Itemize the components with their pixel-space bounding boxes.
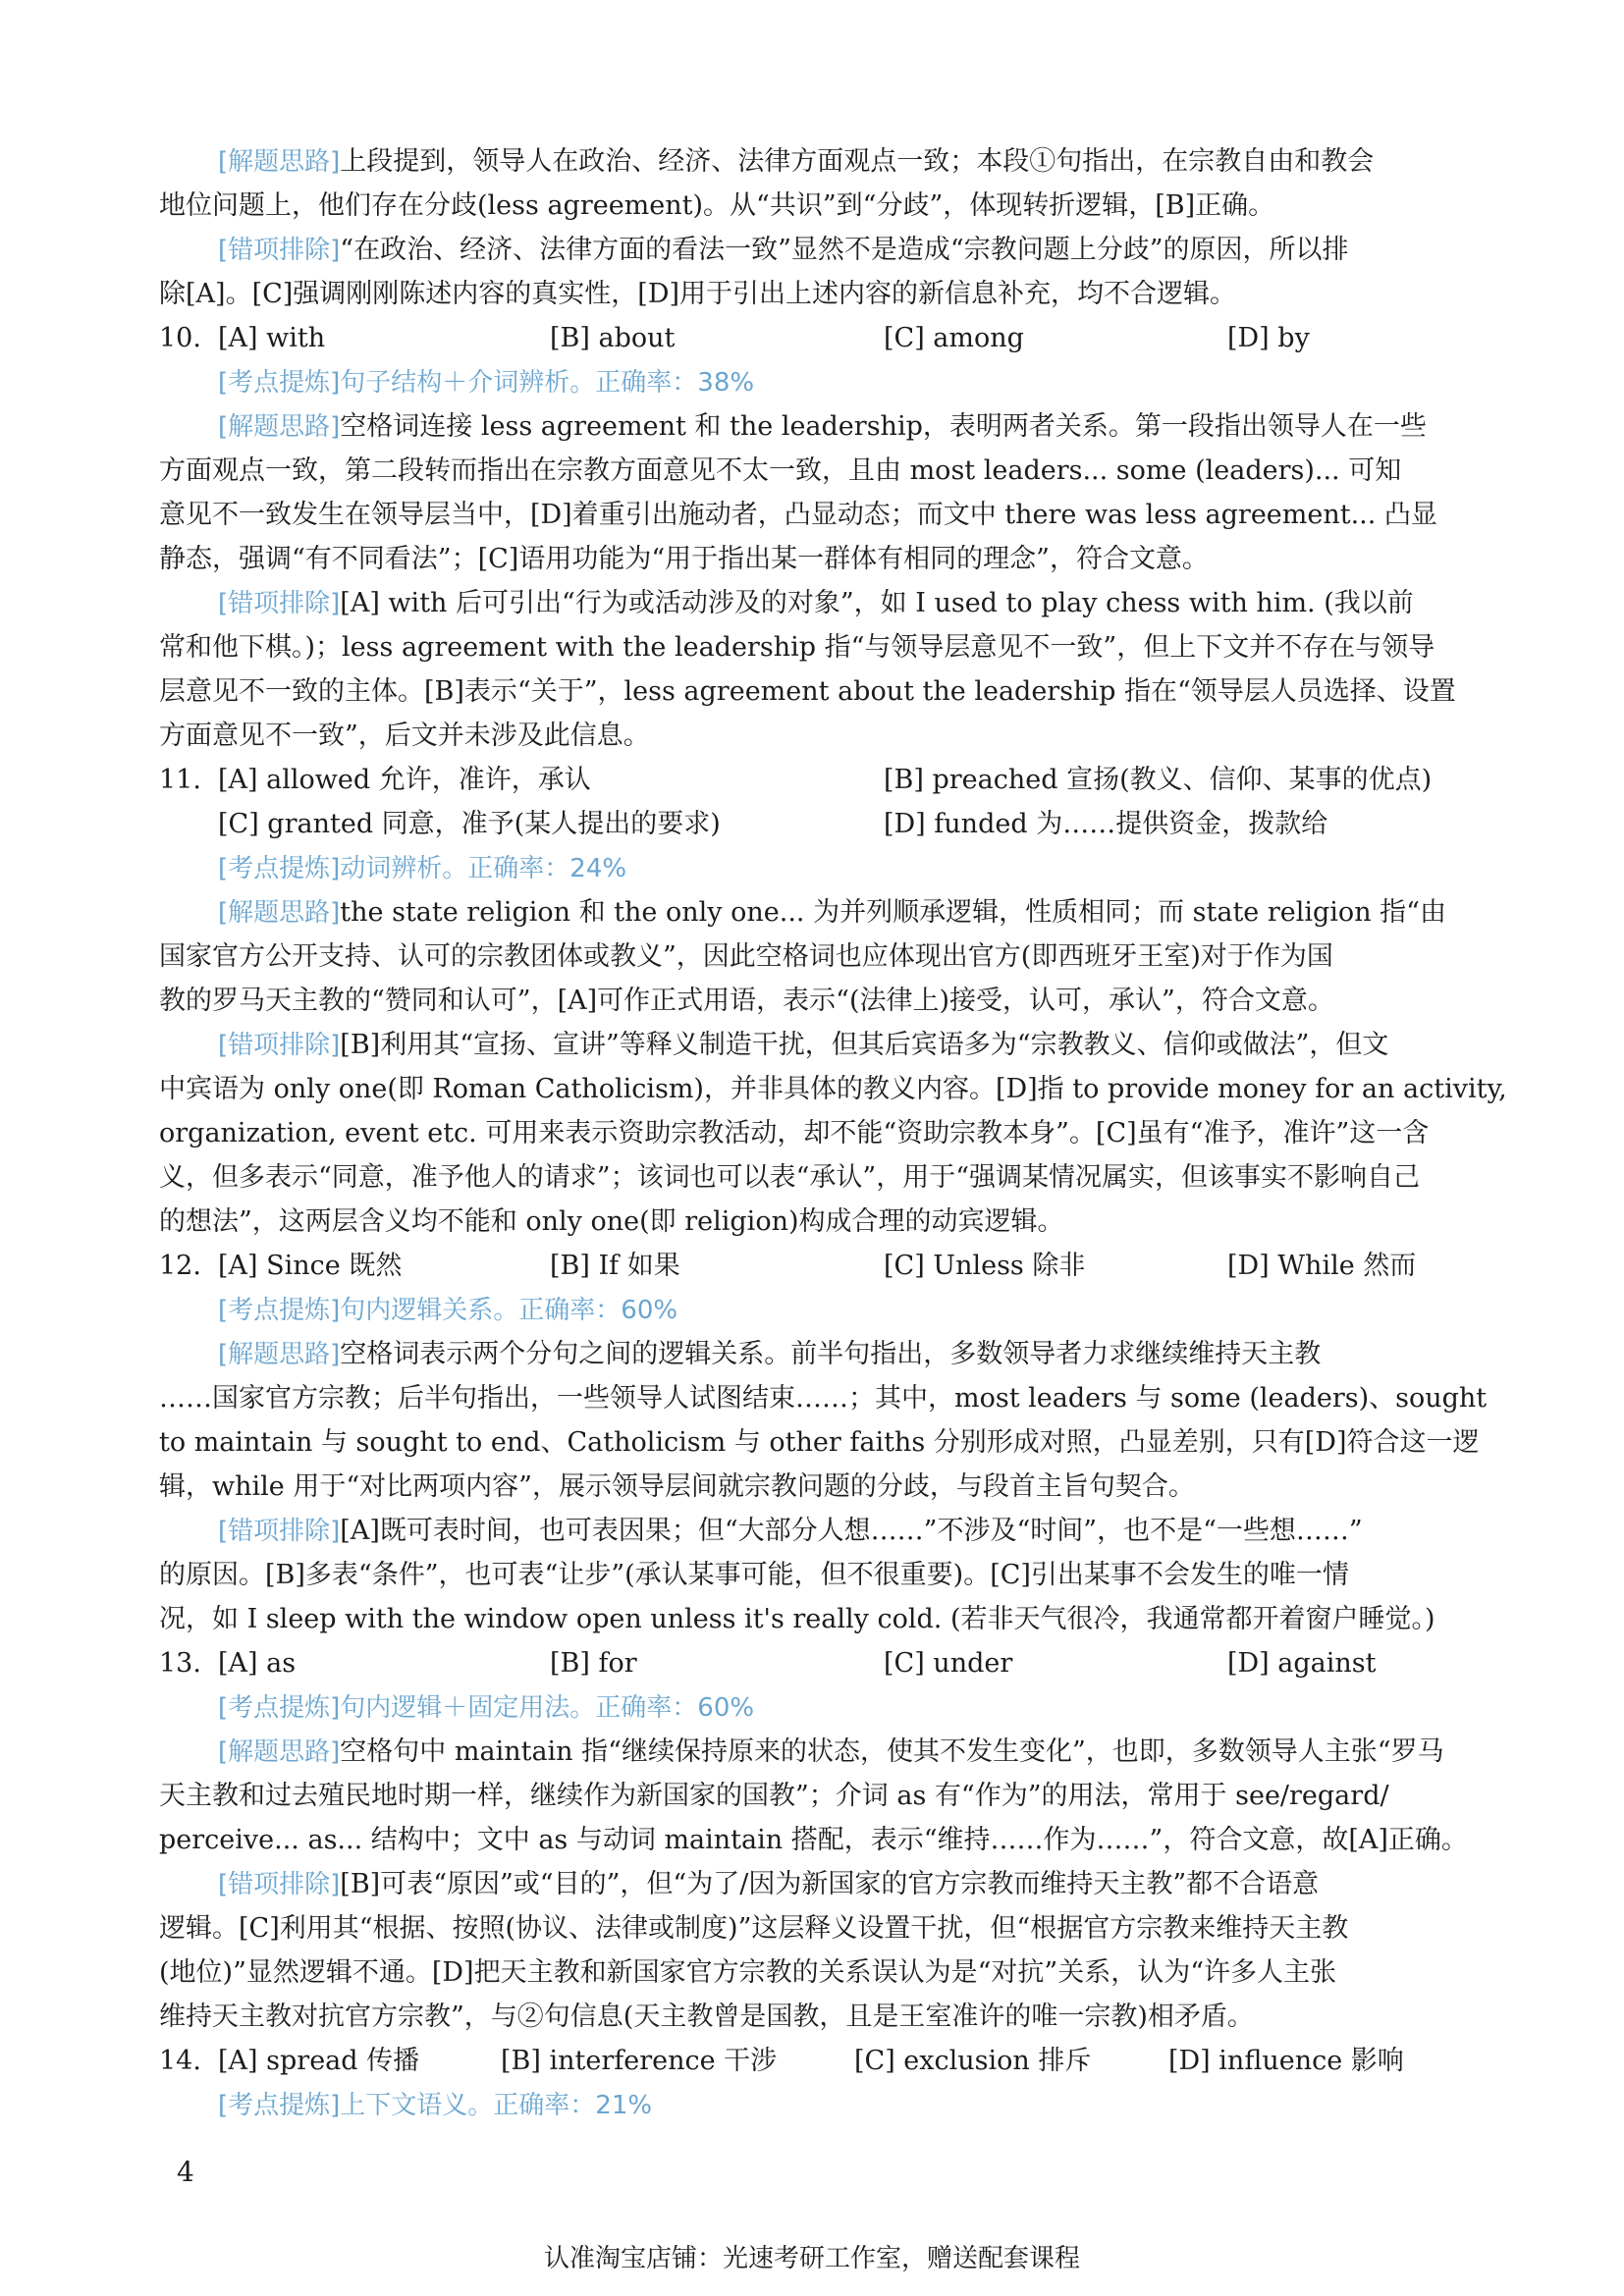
text-line: 教的罗马天主教的“赞同和认可”，[A]可作正式用语，表示“(法律上)接受，认可，承认”，符合文意。 (159, 986, 1334, 1016)
key-point: [考点提炼]动词辨析。正确率：24% (218, 854, 627, 883)
answer-explanation: [解题思路]空格词表示两个分句之间的逻辑关系。前半句指出，多数领导者力求继续维持天主教 (218, 1339, 1322, 1369)
answer-explanation: [解题思路]空格句中 maintain 指“继续保持原来的状态，使其不发生变化”，也即，多数领导人主张“罗马 (218, 1736, 1444, 1767)
option: [C] among (884, 323, 1024, 353)
text-line: 意见不一致发生在领导层当中，[D]着重引出施动者，凸显动态；而文中 there was less agreement... 凸显 (159, 500, 1437, 530)
option: [B] preached 宣扬(教义、信仰、某事的优点) (884, 765, 1433, 795)
answer-explanation: [解题思路]空格词连接 less agreement 和 the leadership，表明两者关系。第一段指出领导人在一些 (218, 411, 1427, 442)
option: [D] by (1227, 323, 1310, 353)
key-point: [考点提炼]句子结构＋介词辨析。正确率：38% (218, 368, 755, 398)
option: [A] with (218, 323, 326, 353)
wrong-option-explanation: [错项排除]“在政治、经济、法律方面的看法一致”显然不是造成“宗教问题上分歧”的原因，所以排 (218, 235, 1349, 265)
key-point: [考点提炼]句内逻辑＋固定用法。正确率：60% (218, 1693, 755, 1723)
option: [D] funded 为……提供资金，拨款给 (884, 809, 1328, 839)
label-jieti: [解题思路] (218, 147, 341, 177)
wrong-option-explanation-cont: 除[A]。[C]强调刚刚陈述内容的真实性，[D]用于引出上述内容的新信息补充，均不合逻辑。 (159, 279, 1237, 309)
option: [B] interference 干涉 (501, 2046, 778, 2076)
text-line: 静态，强调“有不同看法”；[C]语用功能为“用于指出某一群体有相同的理念”，符合文意。 (159, 544, 1209, 574)
text-line: 逻辑。[C]利用其“根据、按照(协议、法律或制度)”这层释义设置干扰，但“根据官方宗教来维持天主教 (159, 1913, 1349, 1944)
text-line: organization, event etc. 可用来表示资助宗教活动，却不能“资助宗教本身”。[C]虽有“准予，准许”这一含 (159, 1118, 1430, 1148)
question-number: 11. (159, 765, 201, 795)
option: [C] under (884, 1648, 1013, 1679)
text-line: 维持天主教对抗官方宗教”，与②句信息(天主教曾是国教，且是王室准许的唯一宗教)相矛盾。 (159, 2002, 1254, 2032)
text-line: 中宾语为 only one(即 Roman Catholicism)，并非具体的教义内容。[D]指 to provide money for an activity, (159, 1074, 1507, 1104)
key-point: [考点提炼]上下文语义。正确率：21% (218, 2091, 653, 2120)
option: [A] as (218, 1648, 297, 1679)
text-line: 常和他下棋。)；less agreement with the leadership 指“与领导层意见不一致”，但上下文并不存在与领导 (159, 632, 1435, 663)
text-line: to maintain 与 sought to end、Catholicism 与 other faiths 分别形成对照，凸显差别，只有[D]符合这一逻 (159, 1427, 1480, 1458)
footer-note: 认准淘宝店铺：光速考研工作室，赠送配套课程 (543, 2244, 1080, 2273)
option: [D] influence 影响 (1168, 2046, 1404, 2076)
option: [B] If 如果 (550, 1251, 680, 1281)
option: [C] granted 同意，准予(某人提出的要求) (218, 809, 721, 839)
text-line: 辑，while 用于“对比两项内容”，展示领导层间就宗教问题的分歧，与段首主旨句契合。 (159, 1471, 1195, 1502)
question-number: 10. (159, 323, 201, 353)
text-line: perceive... as... 结构中；文中 as 与动词 maintain 搭配，表示“维持……作为……”，符合文意，故[A]正确。 (159, 1825, 1468, 1855)
question-number: 12. (159, 1251, 201, 1281)
wrong-option-explanation: [错项排除][B]可表“原因”或“目的”，但“为了/因为新国家的官方宗教而维持天主教”都不合语意 (218, 1869, 1320, 1899)
option: [A] Since 既然 (218, 1251, 403, 1281)
page-number: 4 (177, 2156, 194, 2188)
text-line: 方面意见不一致”，后文并未涉及此信息。 (159, 721, 650, 751)
text-line: ……国家官方宗教；后半句指出，一些领导人试图结束……；其中，most leaders 与 some (leaders)、sought (159, 1383, 1488, 1414)
key-point: [考点提炼]句内逻辑关系。正确率：60% (218, 1296, 678, 1325)
answer-explanation: [解题思路]上段提到，领导人在政治、经济、法律方面观点一致；本段①句指出，在宗教自由和教会 (218, 146, 1375, 177)
text-line: 的原因。[B]多表“条件”，也可表“让步”(承认某事可能，但不很重要)。[C]引出某事不会发生的唯一情 (159, 1560, 1349, 1590)
answer-explanation-cont: 地位问题上，他们存在分歧(less agreement)。从“共识”到“分歧”，体现转折逻辑，[B]正确。 (159, 190, 1275, 221)
option: [A] spread 传播 (218, 2046, 420, 2076)
text-line: (地位)”显然逻辑不通。[D]把天主教和新国家官方宗教的关系误认为是“对抗”关系，认为“许多人主张 (159, 1957, 1336, 1988)
text-line: 方面观点一致，第二段转而指出在宗教方面意见不太一致，且由 most leaders... some (leaders)... 可知 (159, 455, 1402, 486)
wrong-option-explanation: [错项排除][A]既可表时间，也可表因果；但“大部分人想……”不涉及“时间”，也不是“一些想……” (218, 1516, 1363, 1546)
text-line: 况，如 I sleep with the window open unless it's really cold. (若非天气很冷，我通常都开着窗户睡觉。) (159, 1604, 1435, 1634)
option: [B] for (550, 1648, 637, 1679)
label-cuoxiang: [错项排除] (218, 236, 341, 265)
option: [D] against (1227, 1648, 1377, 1679)
question-number: 13. (159, 1648, 201, 1679)
text-line: 天主教和过去殖民地时期一样，继续作为新国家的国教”；介词 as 有“作为”的用法，常用于 see/regard/ (159, 1781, 1389, 1811)
answer-explanation: [解题思路]the state religion 和 the only one... 为并列顺承逻辑，性质相同；而 state religion 指“由 (218, 897, 1446, 928)
text-line: 的想法”，这两层含义均不能和 only one(即 religion)构成合理的动宾逻辑。 (159, 1206, 1064, 1237)
wrong-option-explanation: [错项排除][B]利用其“宣扬、宣讲”等释义制造干扰，但其后宾语多为“宗教教义、信仰或做法”，但文 (218, 1030, 1389, 1060)
text-line: 义，但多表示“同意，准予他人的请求”；该词也可以表“承认”，用于“强调某情况属实，但该事实不影响自己 (159, 1162, 1421, 1193)
wrong-option-explanation: [错项排除][A] with 后可引出“行为或活动涉及的对象”，如 I used to play chess with him. (我以前 (218, 588, 1414, 618)
option: [B] about (550, 323, 676, 353)
question-number: 14. (159, 2046, 201, 2076)
text-line: 国家官方公开支持、认可的宗教团体或教义”，因此空格词也应体现出官方(即西班牙王室)对于作为国 (159, 941, 1333, 972)
option: [C] Unless 除非 (884, 1251, 1086, 1281)
option: [D] While 然而 (1227, 1251, 1417, 1281)
option: [C] exclusion 排斥 (854, 2046, 1092, 2076)
option: [A] allowed 允许，准许，承认 (218, 765, 591, 795)
text-line: 层意见不一致的主体。[B]表示“关于”，less agreement about the leadership 指在“领导层人员选择、设置 (159, 676, 1456, 707)
